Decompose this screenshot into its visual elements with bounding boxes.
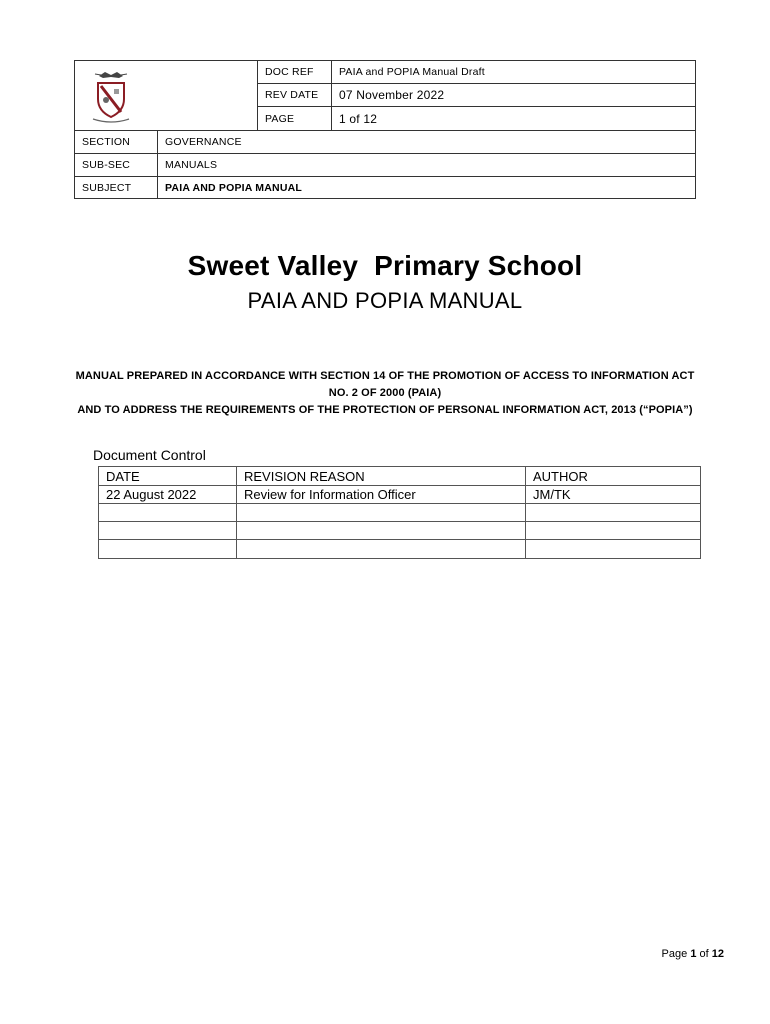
table-cell: Review for Information Officer (236, 485, 526, 504)
sub-sec-value: MANUALS (157, 153, 696, 177)
table-cell (525, 539, 701, 559)
page-footer (662, 948, 724, 960)
manual-subtitle: PAIA AND POPIA MANUAL (247, 288, 523, 313)
doc-ref-label: DOC REF (257, 60, 332, 84)
document-header-table (74, 60, 696, 199)
rev-date-label: REV DATE (257, 83, 332, 107)
page-label: PAGE (257, 106, 332, 131)
document-control-heading: Document Control (93, 447, 206, 463)
table-cell (98, 521, 237, 540)
section-value: GOVERNANCE (157, 130, 696, 154)
section-label: SECTION (74, 130, 158, 154)
column-header-author: AUTHOR (525, 466, 701, 486)
footer-total-pages: 12 (711, 948, 724, 960)
page-value: 1 of 12 (331, 106, 696, 131)
intro-line-3: AND TO ADDRESS THE REQUIREMENTS OF THE PROTECTION OF PERSONAL INFORMATION ACT, 2013 (“POPIA”) (77, 404, 693, 416)
table-cell (236, 539, 526, 559)
school-title: Sweet Valley Primary School (187, 250, 583, 281)
sub-sec-label: SUB-SEC (74, 153, 158, 177)
intro-line-1: MANUAL PREPARED IN ACCORDANCE WITH SECTION 14 OF THE PROMOTION OF ACCESS TO INFORMATION ACT (75, 370, 695, 382)
subject-label: SUBJECT (74, 176, 158, 199)
manual-intro (40, 368, 730, 419)
rev-date-value: 07 November 2022 (331, 83, 696, 107)
table-cell: JM/TK (525, 485, 701, 504)
intro-line-2: NO. 2 OF 2000 (PAIA) (328, 387, 442, 399)
subject-value: PAIA AND POPIA MANUAL (157, 176, 696, 199)
table-cell (236, 521, 526, 540)
table-cell (525, 503, 701, 522)
document-control-table (98, 466, 701, 559)
doc-ref-value: PAIA and POPIA Manual Draft (331, 60, 696, 84)
school-crest-icon (81, 67, 141, 127)
table-cell: 22 August 2022 (98, 485, 237, 504)
crest-cell (74, 60, 258, 131)
column-header-date: DATE (98, 466, 237, 486)
table-cell (98, 503, 237, 522)
footer-page-number: 1 (690, 948, 697, 960)
footer-page-word: Page (661, 948, 688, 960)
table-cell (236, 503, 526, 522)
column-header-revision-reason: REVISION REASON (236, 466, 526, 486)
table-cell (525, 521, 701, 540)
table-cell (98, 539, 237, 559)
footer-of-word: of (699, 948, 709, 960)
